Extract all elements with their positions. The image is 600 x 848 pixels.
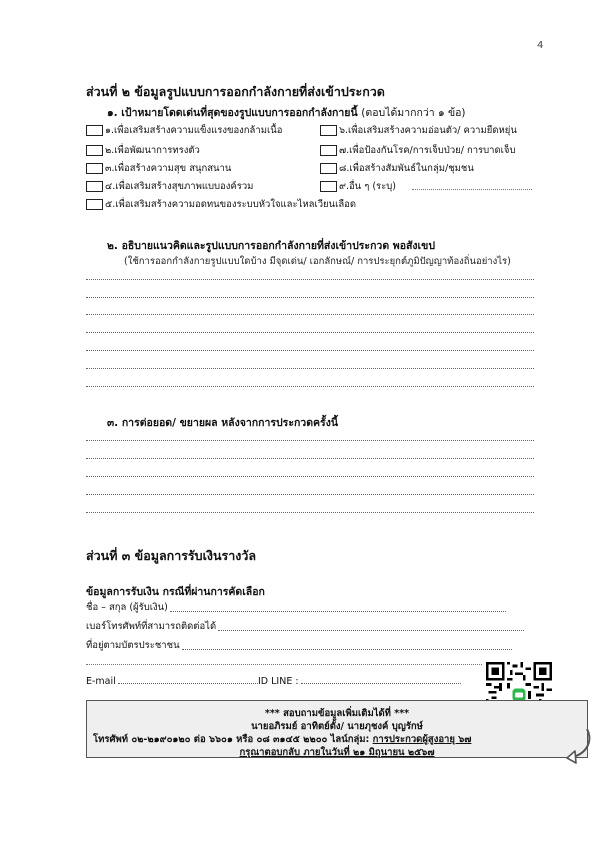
answer-line[interactable] — [86, 279, 534, 280]
checkbox[interactable] — [86, 199, 103, 210]
option-5[interactable]: ๕.เพื่อเสริมสร้างความอดทนของระบบหัวใจและไหลเวียนเลือด — [86, 197, 356, 212]
answer-line[interactable] — [86, 368, 534, 369]
reply-deadline: กรุณาตอบกลับ ภายในวันที่ ๒๑ มิถุนายน ๒๕๖๗ — [239, 747, 435, 758]
contact-header: *** สอบถามข้อมูลเพิ่มเติมได้ที่ *** — [264, 708, 410, 719]
page-number: 4 — [537, 40, 544, 51]
answer-line[interactable] — [86, 494, 534, 495]
answer-line[interactable] — [86, 314, 534, 315]
contact-names: นายอภิรมย์ อาทิตย์ตั้ง/ นายภุชงค์ บุญรักษ์ — [251, 721, 423, 732]
option-6[interactable]: ๖.เพื่อเสริมสร้างความอ่อนตัว/ ความยืดหยุ่น — [320, 123, 517, 138]
curved-arrow-icon — [563, 727, 593, 767]
address-line-2[interactable] — [86, 664, 482, 665]
q1-label: ๑. เป้าหมายโดดเด่นที่สุดของรูปแบบการออกกำลังกายนี้ (ตอบได้มากกว่า ๑ ข้อ) — [107, 107, 466, 119]
answer-line[interactable] — [86, 476, 534, 477]
part3-subtitle: ข้อมูลการรับเงิน กรณีที่ผ่านการคัดเลือก — [86, 586, 265, 598]
option-3[interactable]: ๓.เพื่อสร้างความสุข สนุกสนาน — [86, 161, 231, 176]
answer-line[interactable] — [86, 458, 534, 459]
option-7[interactable]: ๗.เพื่อป้องกันโรค/การเจ็บป่วย/ การบาดเจ็บ — [320, 143, 516, 158]
phone-field[interactable]: เบอร์โทรศัพท์ที่สามารถติดต่อได้ — [86, 619, 524, 634]
answer-line[interactable] — [86, 512, 534, 513]
option-4[interactable]: ๔.เพื่อเสริมสร้างสุขภาพแบบองค์รวม — [86, 179, 253, 194]
part3-title: ส่วนที่ ๓ ข้อมูลการรับเงินรางวัล — [86, 548, 257, 563]
line-group-link[interactable]: การประกวดผู้สูงอายุ ๖๗ — [372, 734, 472, 745]
checkbox[interactable] — [86, 163, 103, 174]
checkbox[interactable] — [320, 125, 337, 136]
answer-line[interactable] — [86, 440, 534, 441]
payee-name-field[interactable]: ชื่อ – สกุล (ผู้รับเงิน) — [86, 600, 506, 615]
checkbox[interactable] — [320, 163, 337, 174]
q3-label: ๓. การต่อยอด/ ขยายผล หลังจากการประกวดครั้งนี้ — [107, 417, 338, 429]
answer-line[interactable] — [86, 297, 534, 298]
answer-line[interactable] — [86, 350, 534, 351]
other-specify-line[interactable] — [412, 189, 532, 190]
option-1[interactable]: ๑.เพื่อเสริมสร้างความแข็งแรงของกล้ามเนื้อ — [86, 123, 282, 138]
address-field[interactable]: ที่อยู่ตามบัตรประชาชน — [86, 638, 512, 653]
option-9[interactable]: ๙.อื่น ๆ (ระบุ) — [320, 179, 396, 194]
line-id-field[interactable]: ID LINE : — [258, 676, 461, 687]
q1-note: (ตอบได้มากกว่า ๑ ข้อ) — [361, 107, 466, 119]
answer-line[interactable] — [86, 386, 534, 387]
checkbox[interactable] — [86, 145, 103, 156]
checkbox[interactable] — [320, 145, 337, 156]
q2-hint: (ใช้การออกกำลังกายรูปแบบใดบ้าง มีจุดเด่น/ เอกลักษณ์/ การประยุกต์ภูมิปัญญาท้องถิ่นอย่างไร) — [124, 256, 511, 267]
checkbox[interactable] — [86, 181, 103, 192]
q2-label: ๒. อธิบายแนวคิดและรูปแบบการออกกำลังกายที่ส่งเข้าประกวด พอสังเขป — [107, 240, 435, 252]
part2-title: ส่วนที่ ๒ ข้อมูลรูปแบบการออกกำลังกายที่ส่งเข้าประกวด — [86, 84, 385, 99]
email-field[interactable]: E-mail — [86, 676, 258, 687]
option-8[interactable]: ๘.เพื่อสร้างสัมพันธ์ในกลุ่ม/ชุมชน — [320, 161, 474, 176]
checkbox[interactable] — [86, 125, 103, 136]
contact-box — [86, 700, 588, 758]
option-2[interactable]: ๒.เพื่อพัฒนาการทรงตัว — [86, 143, 200, 158]
checkbox[interactable] — [320, 181, 337, 192]
contact-phone: โทรศัพท์ ๐๒-๒๑๙๐๑๒๐ ต่อ ๖๖๐๑ หรือ ๐๘ ๓๑๔๕ ๒๒๐๐ ไลน์กลุ่ม: การประกวดผู้สูงอายุ ๖๗ — [93, 734, 472, 745]
answer-line[interactable] — [86, 332, 534, 333]
